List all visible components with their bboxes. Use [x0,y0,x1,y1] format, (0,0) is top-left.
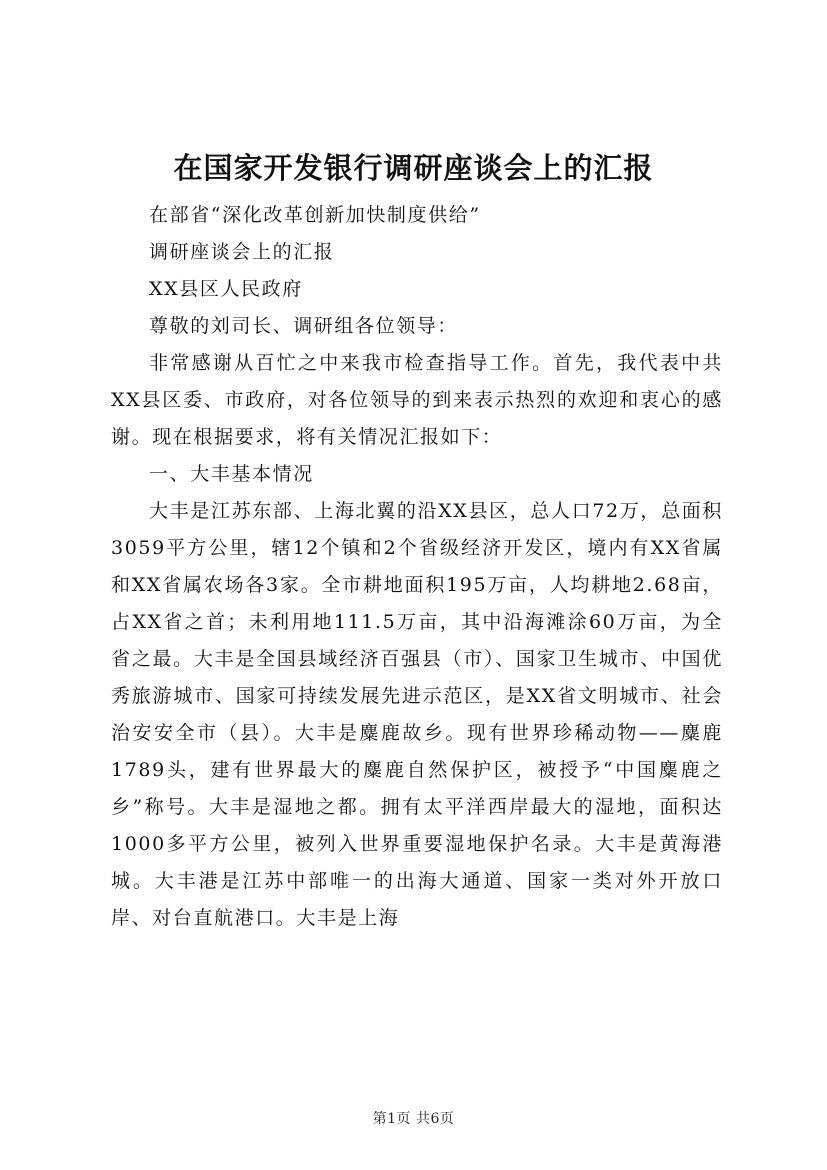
paragraph-subtitle-line-2: 调研座谈会上的汇报 [149,241,335,263]
page-footer: 第1页 共6页 [372,1111,455,1127]
paragraph-overview: 大丰是江苏东部、上海北翼的沿XX县区，总人口72万，总面积3059平方公里，辖12个镇和2个省级经济开发区，境内有XX省属和XX省属农场各3家。全市耕地面积195万亩，人均耕地2.68亩，占XX省之首；未利用地111.5万亩，其中沿海滩涂60万亩，为全省之最。大丰是全国县域经济百强县（市）、国家卫生城市、中国优秀旅游城市、国家可持续发展先进示范区，是XX省文明城市、社会治安安全市（县）。大丰是麋鹿故乡。现有世界珍稀动物——麋鹿1789头，建有世界最大的麋鹿自然保护区，被授予“中国麋鹿之乡”称号。大丰是湿地之都。拥有太平洋西岸最大的湿地，面积达1000多平方公里，被列入世界重要湿地保护名录。大丰是黄海港城。大丰港是江苏中部唯一的出海大通道、国家一类对外开放口岸、对台直航港口。大丰是上海 [111,500,723,929]
section-heading-1: 一、大丰基本情况 [149,463,314,485]
paragraph-salutation: 尊敬的刘司长、调研组各位领导： [149,315,459,337]
document-title: 在国家开发银行调研座谈会上的汇报 [173,151,654,185]
paragraph-subtitle-line-1: 在部省“深化改革创新加快制度供给” [149,204,481,226]
document-body [111,197,723,937]
paragraph-issuer: XX县区人民政府 [149,278,303,300]
paragraph-opening: 非常感谢从百忙之中来我市检查指导工作。首先，我代表中共XX县区委、市政府，对各位领导的到来表示热烈的欢迎和衷心的感谢。现在根据要求，将有关情况汇报如下： [111,352,723,448]
